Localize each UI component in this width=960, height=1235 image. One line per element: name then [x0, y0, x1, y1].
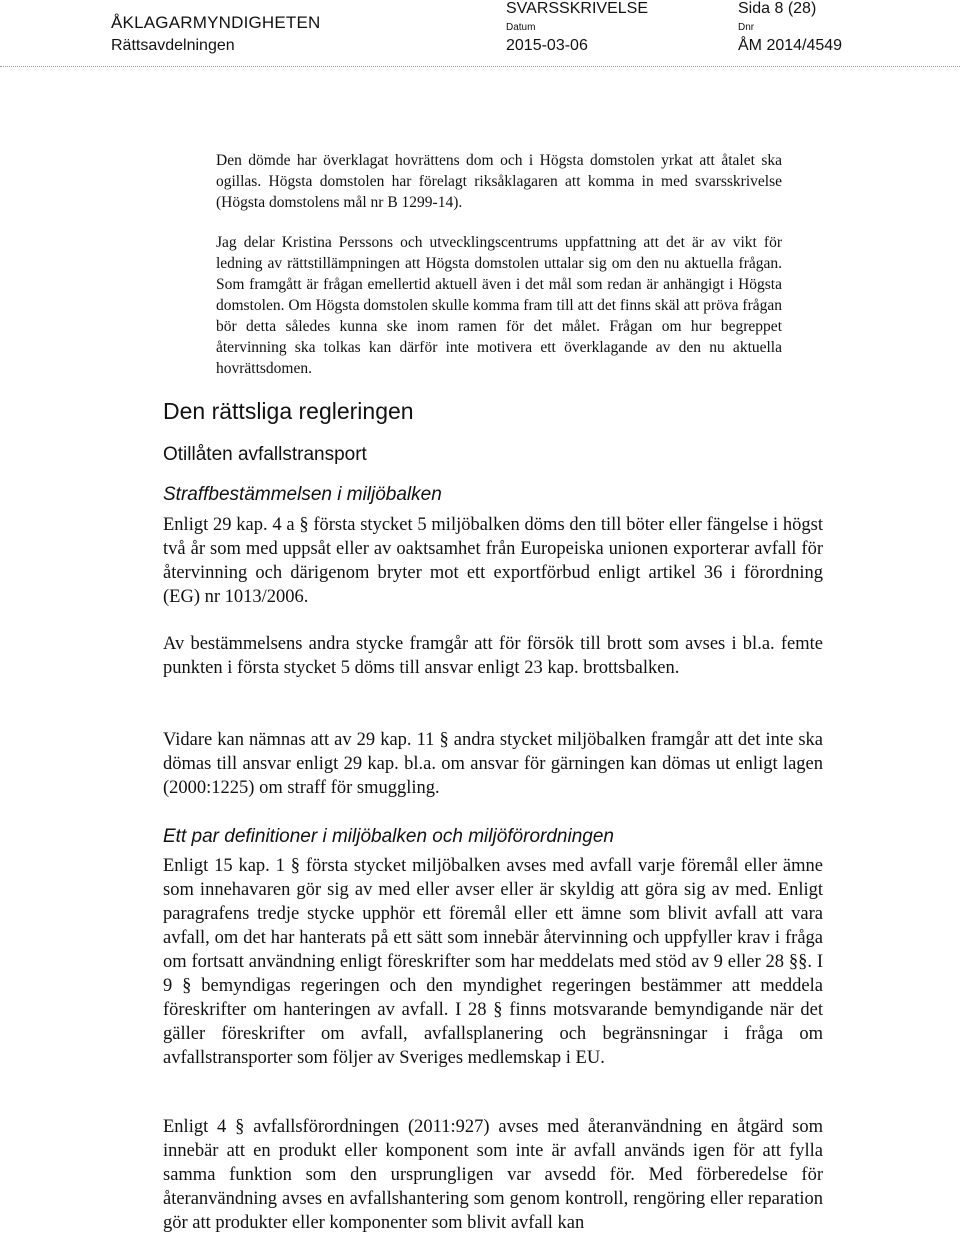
header-date-label: Datum	[506, 22, 536, 33]
header-date: 2015-03-06	[506, 37, 588, 54]
quoted-paragraph-2: Jag delar Kristina Perssons och utvecklingscentrums uppfattning att det är av vikt för ledning av rättstillämpningen att Högsta domstolen uttalar sig om den nu aktuella frågan. Som framgått är frågan emellertid aktuell även i det mål som redan är anhängigt i Högsta domstolen. Om Högsta domstolen skulle komma fram till att det finns skäl att pröva frågan bör detta således kunna ske inom ramen för det målet. Frågan om hur begreppet återvinning ska tolkas kan därför inte motivera ett överklagande av den nu aktuella hovrättsdomen.	[216, 234, 782, 377]
header-document-type: SVARSSKRIVELSE	[506, 0, 648, 17]
header-divider	[0, 66, 960, 67]
page-header	[0, 0, 960, 70]
subheading-straffbestammelsen: Straffbestämmelsen i miljöbalken	[163, 484, 442, 505]
header-dnr-label: Dnr	[738, 22, 755, 33]
subheading-definitioner: Ett par definitioner i miljöbalken och miljöförordningen	[163, 826, 614, 847]
header-dnr: ÅM 2014/4549	[738, 37, 843, 54]
body-paragraph-4: Enligt 15 kap. 1 § första stycket miljöbalken avses med avfall varje föremål eller ämne som innehavaren gör sig av med eller avser eller är skyldig att göra sig av med. Enligt paragrafens tredje stycke upphör ett föremål eller ett ämne som blivit avfall att vara avfall, om det har hanterats på ett sätt som innebär återvinning och uppfyller krav i fråga om fortsatt användning enligt föreskrifter som har meddelats med stöd av 9 eller 28 §§. I 9 § bemyndigas regeringen och den myndighet regeringen bestämmer att meddela föreskrifter om hanteringen av avfall. I 28 § finns motsvarande bemyndigande när det gäller föreskrifter om avfall, avfallsplanering och begränsningar i fråga om avfallstransporter som följer av Sveriges medlemskap i EU.	[163, 856, 823, 1068]
header-unit: Rättsavdelningen	[111, 37, 235, 54]
body-paragraph-2: Av bestämmelsens andra stycke framgår att för försök till brott som avses i bl.a. femte punkten i första stycket 5 döms till ansvar enligt 23 kap. brottsbalken.	[163, 634, 823, 678]
header-organization: ÅKLAGARMYNDIGHETEN	[111, 13, 321, 32]
body-paragraph-1: Enligt 29 kap. 4 a § första stycket 5 miljöbalken döms den till böter eller fängelse i högst två år som med uppsåt eller av oaktsamhet från Europeiska unionen exporterar avfall för återvinning och därigenom bryter mot ett exportförbud enligt artikel 36 i förordning (EG) nr 1013/2006.	[163, 515, 823, 607]
section-heading: Den rättsliga regleringen	[163, 398, 414, 424]
header-page-number: Sida 8 (28)	[738, 0, 817, 17]
body-paragraph-3: Vidare kan nämnas att av 29 kap. 11 § andra stycket miljöbalken framgår att det inte ska dömas till ansvar enligt 29 kap. bl.a. om ansvar för gärningen kan dömas ut enligt lagen (2000:1225) om straff för smuggling.	[163, 730, 823, 798]
quoted-paragraph-1: Den dömde har överklagat hovrättens dom och i Högsta domstolen yrkat att åtalet ska ogillas. Högsta domstolen har förelagt riksåklagaren att komma in med svarsskrivelse (Högsta domstolens mål nr B 1299-14).	[216, 152, 782, 211]
body-paragraph-5: Enligt 4 § avfallsförordningen (2011:927) avses med återanvändning en åtgärd som innebär att en produkt eller komponent som inte är avfall används igen för att fylla samma funktion som den ursprungligen var avsedd för. Med förberedelse för återanvändning avses en avfallshantering som genom kontroll, rengöring eller reparation gör att produkter eller komponenter som blivit avfall kan	[163, 1117, 823, 1233]
subsection-heading: Otillåten avfallstransport	[163, 444, 367, 465]
